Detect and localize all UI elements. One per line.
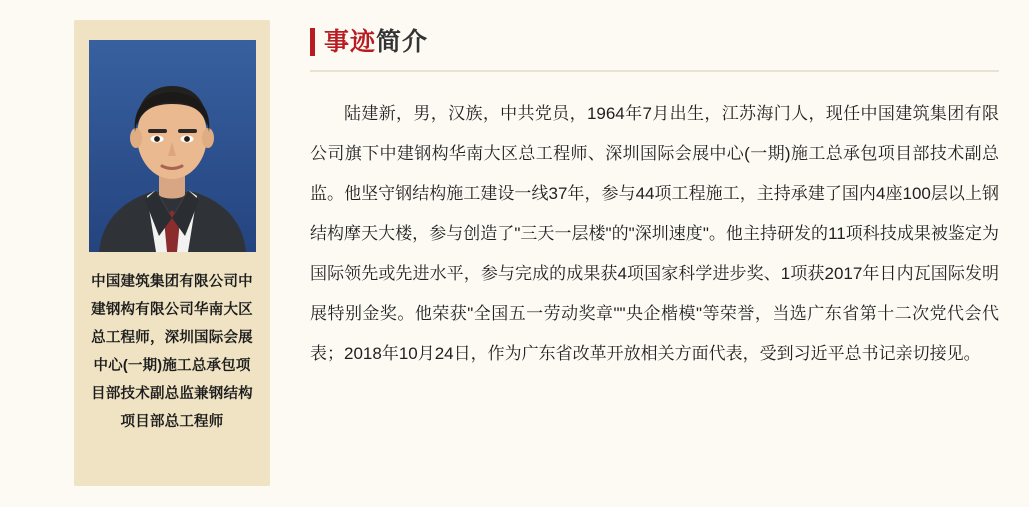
portrait-photo (89, 40, 256, 252)
portrait-illustration (89, 40, 256, 252)
accent-bar-icon (310, 28, 315, 56)
profile-caption: 中国建筑集团有限公司中建钢构有限公司华南大区总工程师，深圳国际会展中心(一期)施工总承包项目部技术副总监兼钢结构项目部总工程师 (91, 274, 253, 430)
article-paragraph: 陆建新，男，汉族，中共党员，1964年7月出生，江苏海门人，现任中国建筑集团有限公司旗下中建钢构华南大区总工程师、深圳国际会展中心(一期)施工总承包项目部技术副总监。他坚守钢结构施工建设一线37年，参与44项工程施工，主持承建了国内4座100层以上钢结构摩天大楼，参与创造了"三天一层楼"的"深圳速度"。他主持研发的11项科技成果被鉴定为国际领先或先进水平，参与完成的成果获4项国家科学进步奖、1项获2017年日内瓦国际发明展特别金奖。他荣获"全国五一劳动奖章""央企楷模"等荣誉，当选广东省第十二次党代会代表；2018年10月24日，作为广东省改革开放相关方面代表，受到习近平总书记亲切接见。 (310, 104, 999, 363)
section-title (324, 27, 429, 56)
section-title-strong: 事迹 (324, 27, 377, 56)
content-column (270, 0, 1029, 507)
section-header (310, 22, 999, 62)
header-divider (310, 70, 999, 72)
section-title-rest: 简介 (376, 27, 429, 56)
profile-card (74, 20, 270, 486)
